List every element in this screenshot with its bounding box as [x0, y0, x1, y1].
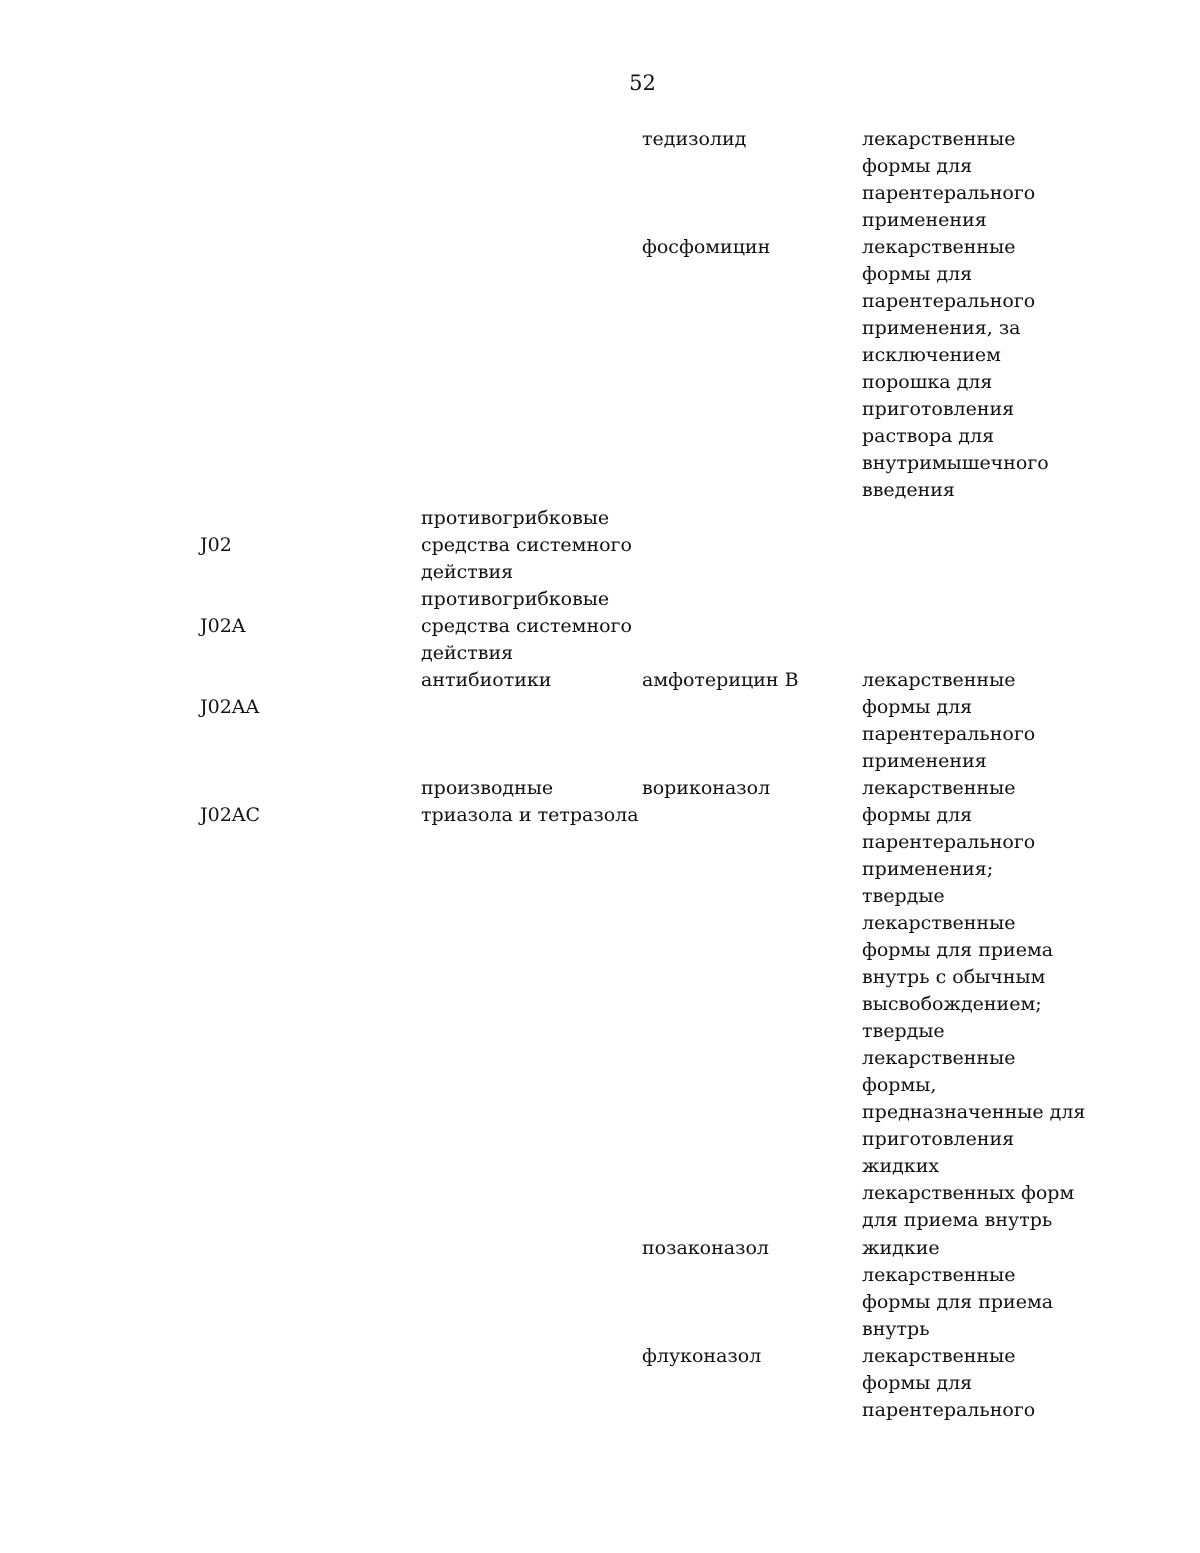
atc-code: J02AC [200, 804, 261, 826]
group-name-line: средства системного [421, 615, 632, 637]
form-line: внутрь [862, 1318, 930, 1340]
atc-code: J02A [200, 615, 246, 637]
group-name-line: действия [421, 561, 514, 583]
form-line: формы для приема [862, 939, 1054, 961]
group-name-line: триазола и тетразола [421, 804, 639, 826]
form-line: формы для приема [862, 1291, 1054, 1313]
form-line: приготовления [862, 1128, 1015, 1150]
form-line: жидкие [862, 1237, 940, 1259]
form-line: лекарственные [862, 912, 1016, 934]
form-line: применения [862, 750, 987, 772]
form-line: исключением [862, 344, 1001, 366]
drug-name: фосфомицин [642, 236, 771, 258]
drug-name: амфотерицин B [642, 669, 799, 691]
form-line: жидких [862, 1155, 940, 1177]
form-line: парентерального [862, 831, 1036, 853]
form-line: формы для [862, 804, 973, 826]
form-line: лекарственные [862, 1345, 1016, 1367]
form-line: применения [862, 209, 987, 231]
form-line: лекарственных форм [862, 1182, 1075, 1204]
drug-name: флуконазол [642, 1345, 762, 1367]
form-line: применения, за [862, 317, 1021, 339]
form-line: лекарственные [862, 128, 1016, 150]
group-name-line: средства системного [421, 534, 632, 556]
form-line: лекарственные [862, 669, 1016, 691]
form-line: высвобождением; [862, 993, 1042, 1015]
form-line: предназначенные для [862, 1101, 1086, 1123]
form-line: для приема внутрь [862, 1209, 1053, 1231]
form-line: парентерального [862, 290, 1036, 312]
drug-name: вориконазол [642, 777, 771, 799]
form-line: твердые [862, 885, 945, 907]
form-line: лекарственные [862, 236, 1016, 258]
form-line: формы, [862, 1074, 937, 1096]
drug-name: тедизолид [642, 128, 747, 150]
atc-code: J02AA [200, 696, 260, 718]
form-line: парентерального [862, 723, 1036, 745]
form-line: внутрь с обычным [862, 966, 1046, 988]
form-line: формы для [862, 263, 973, 285]
form-line: формы для [862, 696, 973, 718]
form-line: лекарственные [862, 1047, 1016, 1069]
group-name-line: производные [421, 777, 554, 799]
atc-code: J02 [200, 534, 232, 556]
form-line: приготовления [862, 398, 1015, 420]
group-name-line: противогрибковые [421, 588, 610, 610]
form-line: формы для [862, 1372, 973, 1394]
form-line: лекарственные [862, 777, 1016, 799]
form-line: парентерального [862, 1399, 1036, 1421]
form-line: раствора для [862, 425, 995, 447]
form-line: лекарственные [862, 1264, 1016, 1286]
drug-name: позаконазол [642, 1237, 769, 1259]
form-line: формы для [862, 155, 973, 177]
group-name-line: противогрибковые [421, 507, 610, 529]
form-line: введения [862, 479, 955, 501]
form-line: порошка для [862, 371, 993, 393]
form-line: применения; [862, 858, 994, 880]
group-name-line: антибиотики [421, 669, 552, 691]
group-name-line: действия [421, 642, 514, 664]
form-line: внутримышечного [862, 452, 1049, 474]
form-line: парентерального [862, 182, 1036, 204]
form-line: твердые [862, 1020, 945, 1042]
page-number: 52 [629, 71, 656, 95]
